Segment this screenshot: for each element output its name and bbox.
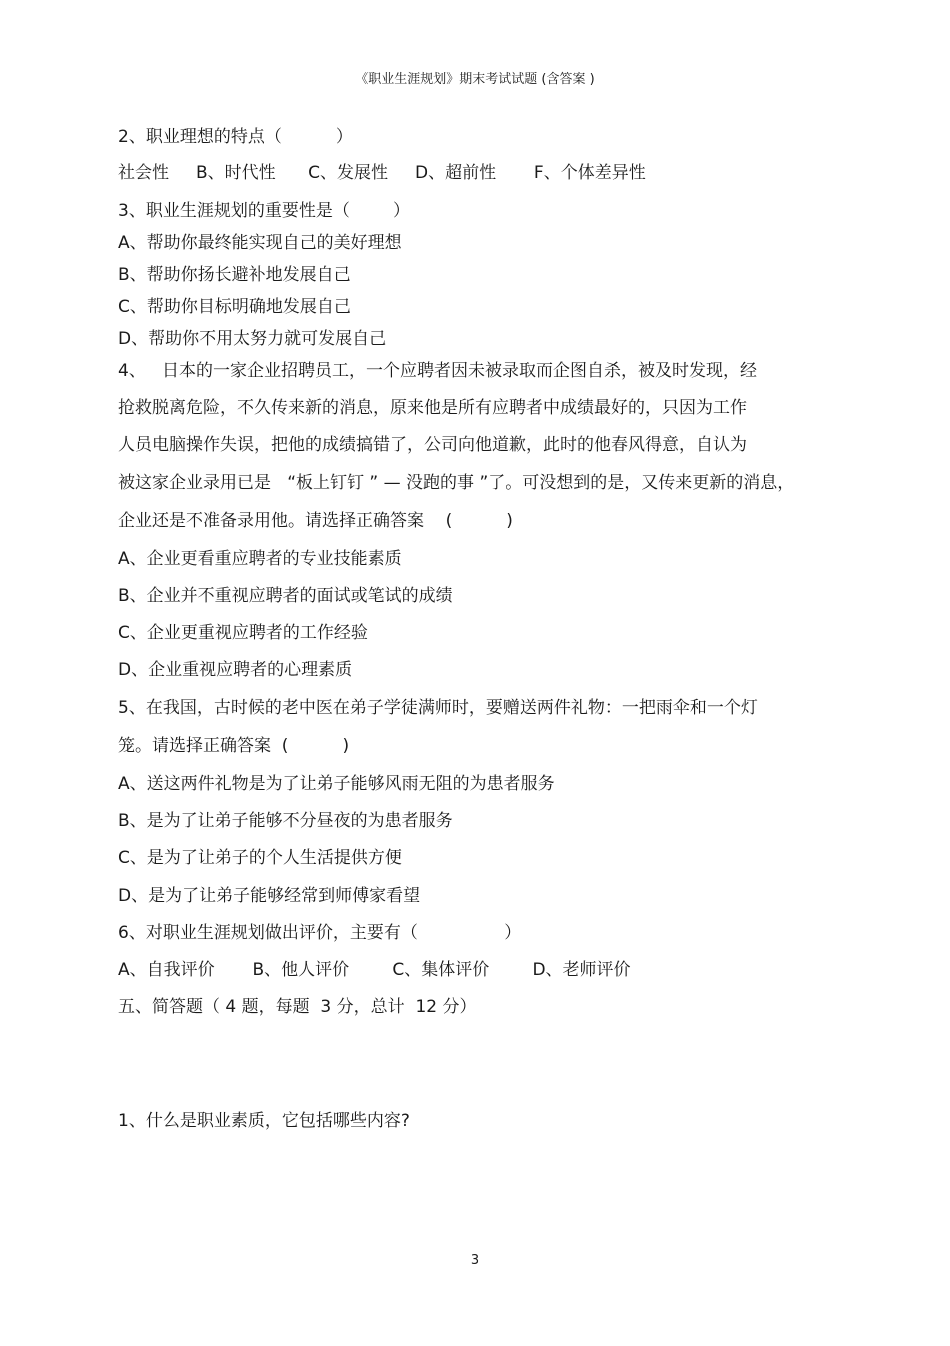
text-line: 企业还是不准备录用他。请选择正确答案 ( )	[118, 511, 513, 531]
page-header: 《职业生涯规划》期末考试试题 (含答案 )	[355, 72, 595, 87]
text-line: B、是为了让弟子能够不分昼夜的为患者服务	[118, 811, 453, 831]
text-line: 抢救脱离危险，不久传来新的消息，原来他是所有应聘者中成绩最好的，只因为工作	[118, 398, 747, 418]
text-line: 2、职业理想的特点（ ）	[118, 127, 353, 147]
section-heading: 五、简答题（ 4 题，每题 3 分，总计 12 分）	[118, 997, 477, 1017]
text-line: 3、职业生涯规划的重要性是（ ）	[118, 201, 411, 221]
text-line: 5、在我国，古时候的老中医在弟子学徒满师时，要赠送两件礼物：一把雨伞和一个灯	[118, 698, 758, 718]
text-line: 人员电脑操作失误，把他的成绩搞错了，公司向他道歉，此时的他春风得意，自认为	[118, 435, 747, 455]
text-line: D、企业重视应聘者的心理素质	[118, 660, 353, 680]
text-line: A、自我评价 B、他人评价 C、集体评价 D、老师评价	[118, 960, 631, 980]
text-line: D、帮助你不用太努力就可发展自己	[118, 329, 387, 349]
text-line: C、帮助你目标明确地发展自己	[118, 297, 351, 317]
text-line: A、送这两件礼物是为了让弟子能够风雨无阻的为患者服务	[118, 774, 555, 794]
text-line: 6、对职业生涯规划做出评价，主要有（ ）	[118, 923, 522, 943]
text-line: 4、 日本的一家企业招聘员工，一个应聘者因未被录取而企图自杀，被及时发现，经	[118, 361, 758, 381]
text-line: B、企业并不重视应聘者的面试或笔试的成绩	[118, 586, 453, 606]
text-line: 社会性 B、时代性 C、发展性 D、超前性 F、个体差异性	[118, 163, 646, 183]
text-line: 被这家企业录用已是 “板上钉钉 ” — 没跑的事 ”了。可没想到的是，又传来更新的消息，	[118, 473, 795, 493]
page-number: 3	[470, 1253, 480, 1268]
text-line: 1、什么是职业素质，它包括哪些内容?	[118, 1111, 410, 1131]
text-line: B、帮助你扬长避补地发展自己	[118, 265, 351, 285]
text-line: C、企业更重视应聘者的工作经验	[118, 623, 368, 643]
text-line: C、是为了让弟子的个人生活提供方便	[118, 848, 402, 868]
text-line: 笼。请选择正确答案 ( )	[118, 736, 350, 756]
text-line: D、是为了让弟子能够经常到师傅家看望	[118, 886, 421, 906]
text-line: A、帮助你最终能实现自己的美好理想	[118, 233, 402, 253]
text-line: A、企业更看重应聘者的专业技能素质	[118, 549, 402, 569]
